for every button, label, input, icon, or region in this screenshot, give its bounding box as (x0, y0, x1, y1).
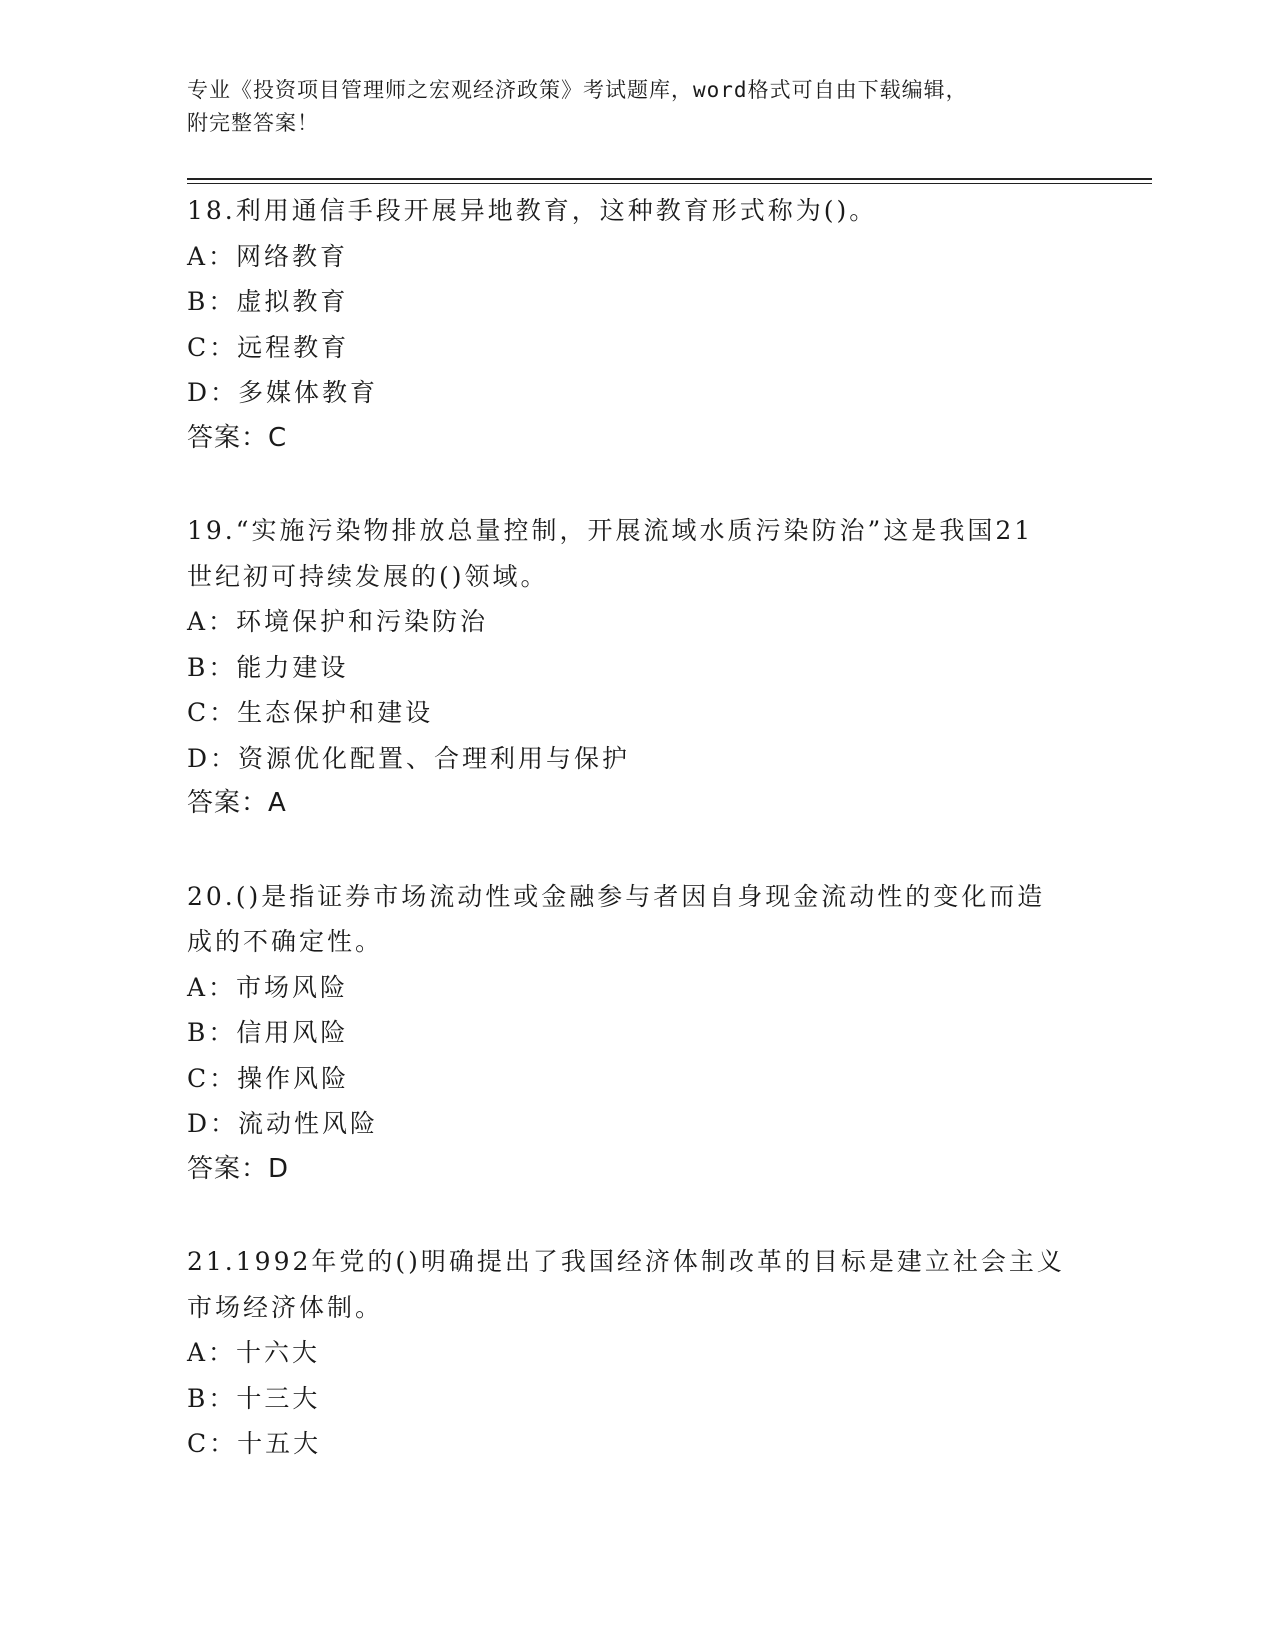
document-header (187, 74, 1087, 140)
question-stem: 18.利用通信手段开展异地教育，这种教育形式称为()。 (187, 196, 878, 225)
option-a: A：市场风险 (187, 972, 349, 1002)
question-20 (187, 874, 1087, 1193)
answer-label: 答案：A (187, 788, 287, 818)
option-b: B：信用风险 (187, 1018, 349, 1047)
question-19 (187, 508, 1087, 827)
answer-label: 答案：C (187, 422, 288, 453)
question-stem-continued: 市场经济体制。 (187, 1292, 384, 1322)
question-list (187, 188, 1087, 1467)
option-a: A：网络教育 (187, 241, 349, 271)
question-stem: 19.“实施污染物排放总量控制，开展流域水质污染防治”这是我国21 (187, 516, 1034, 545)
option-c: C：操作风险 (187, 1063, 350, 1093)
header-divider-thick (187, 178, 1152, 180)
question-18 (187, 188, 1087, 461)
option-d: D：多媒体教育 (187, 378, 379, 407)
header-line-2: 附完整答案！ (187, 111, 319, 135)
option-b: B：十三大 (187, 1383, 321, 1413)
option-b: B：能力建设 (187, 652, 349, 682)
answer-label: 答案：D (187, 1153, 290, 1184)
option-d: D：流动性风险 (187, 1109, 379, 1138)
question-21 (187, 1239, 1087, 1467)
question-stem-continued: 世纪初可持续发展的()领域。 (187, 561, 549, 591)
option-c: C：十五大 (187, 1429, 322, 1458)
question-stem-continued: 成的不确定性。 (187, 927, 384, 956)
option-b: B：虚拟教育 (187, 287, 349, 316)
option-a: A：环境保护和污染防治 (187, 607, 489, 636)
header-line-1: 专业《投资项目管理师之宏观经济政策》考试题库，word格式可自由下载编辑， (187, 78, 968, 102)
option-c: C：生态保护和建设 (187, 698, 434, 727)
option-d: D：资源优化配置、合理利用与保护 (187, 743, 631, 773)
question-stem: 21.1992年党的()明确提出了我国经济体制改革的目标是建立社会主义 (187, 1247, 1065, 1276)
header-divider-thin (187, 183, 1152, 184)
option-c: C：远程教育 (187, 332, 350, 362)
question-stem: 20.()是指证券市场流动性或金融参与者因自身现金流动性的变化而造 (187, 881, 1046, 911)
option-a: A：十六大 (187, 1338, 321, 1367)
